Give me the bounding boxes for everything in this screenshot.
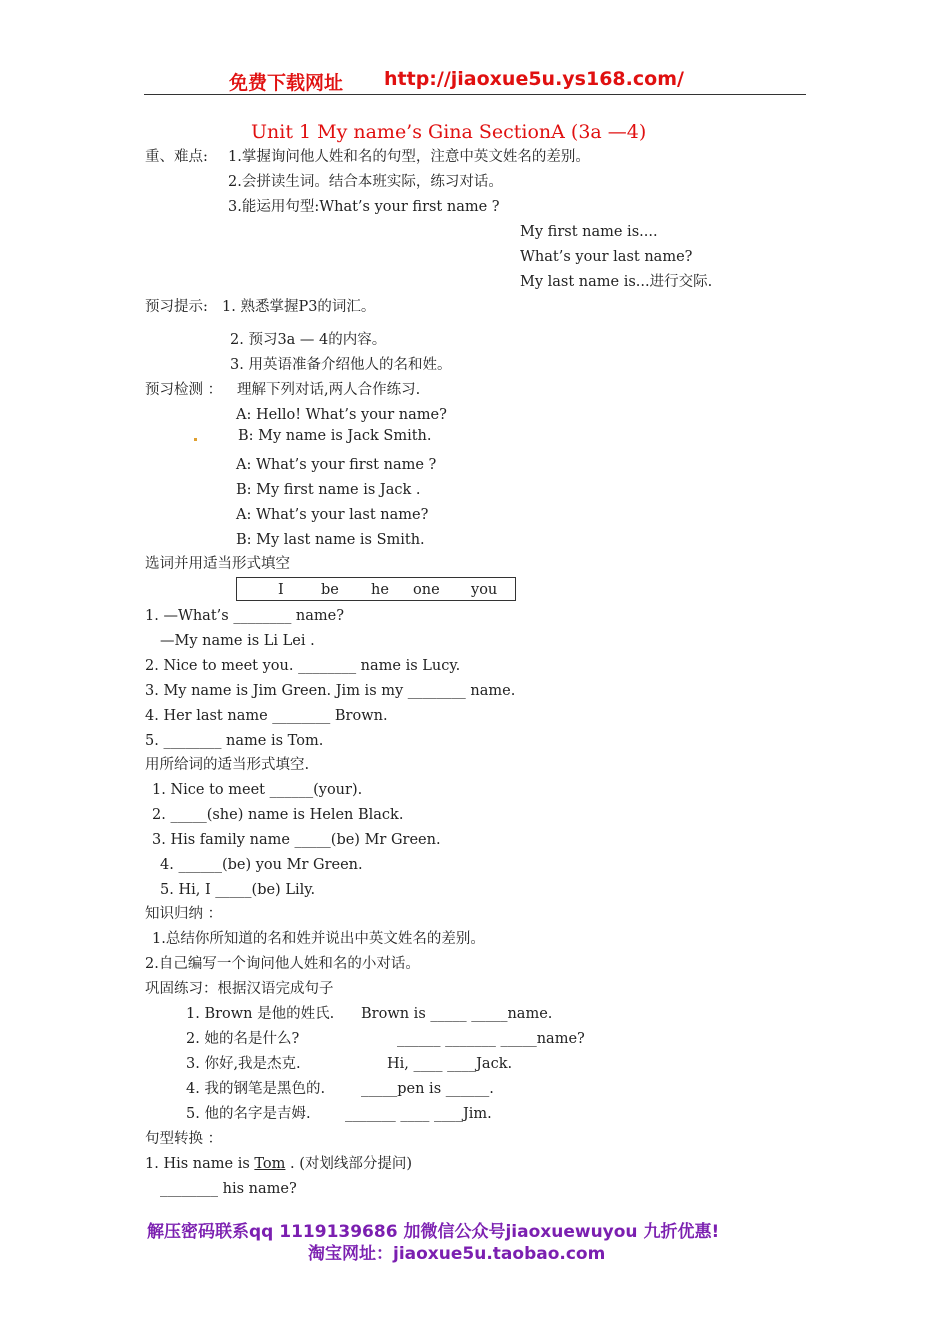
dialog-line: A: What’s your last name? <box>236 507 429 523</box>
word-bank-word: I <box>278 582 284 598</box>
preview-tip-item: 2. 预习3a — 4的内容。 <box>230 332 387 348</box>
word-bank-box <box>236 577 516 601</box>
word-bank-word: he <box>371 582 389 598</box>
header-divider <box>144 94 806 95</box>
practice-item-cn: 1. Brown 是他的姓氏. <box>186 1006 335 1022</box>
given-words-heading: 用所给词的适当形式填空. <box>145 757 310 773</box>
dialog-line: A: What’s your first name ? <box>236 457 437 473</box>
exercise-item: 4. Her last name ________ Brown. <box>145 708 388 724</box>
exercise-item: 5. Hi, I _____(be) Lily. <box>160 882 316 898</box>
summary-item: 1.总结你所知道的名和姓并说出中英文姓名的差别。 <box>152 931 485 947</box>
page-title: Unit 1 My name’s Gina SectionA (3a —4) <box>251 121 647 143</box>
dialog-line: A: Hello! What’s your name? <box>236 407 447 423</box>
underlined-word: Tom <box>254 1156 286 1172</box>
footer-contact: 解压密码联系qq 1119139686 加微信公众号jiaoxuewuyou 九折优惠! <box>147 1222 720 1242</box>
header-label: 免费下载网址 <box>229 72 344 94</box>
key-sentence: My last name is...进行交际. <box>520 274 713 290</box>
preview-check-instruction: 理解下列对话,两人合作练习. <box>237 382 421 398</box>
transform-item-prefix: 1. His name is <box>145 1156 255 1172</box>
practice-item-en: _____pen is ______. <box>361 1081 494 1097</box>
dialog-line: B: My name is Jack Smith. <box>238 428 432 444</box>
exercise-item: 1. Nice to meet ______(your). <box>152 782 363 798</box>
practice-item-en: Hi, ____ ____Jack. <box>387 1056 513 1072</box>
key-point-item: 2.会拼读生词。结合本班实际，练习对话。 <box>228 174 503 190</box>
practice-item-en: ______ _______ _____name? <box>397 1031 585 1047</box>
practice-item-en: Brown is _____ _____name. <box>361 1006 553 1022</box>
transform-item-suffix: . (对划线部分提问) <box>285 1156 413 1172</box>
exercise-item: 1. —What’s ________ name? <box>145 608 345 624</box>
transform-item <box>145 1155 412 1173</box>
summary-heading: 知识归纳 ： <box>145 906 223 922</box>
choose-words-heading: 选词并用适当形式填空 <box>145 556 290 572</box>
word-bank-word: you <box>471 582 498 598</box>
exercise-item: —My name is Li Lei . <box>160 633 315 649</box>
key-points-label: 重、难点: <box>145 149 208 165</box>
header-url[interactable]: http://jiaoxue5u.ys168.com/ <box>384 68 684 90</box>
practice-item-cn: 5. 他的名字是吉姆. <box>186 1106 311 1122</box>
summary-item: 2.自己编写一个询问他人姓和名的小对话。 <box>145 956 420 972</box>
exercise-item: 3. My name is Jim Green. Jim is my ________ name. <box>145 683 516 699</box>
footer-taobao-link[interactable]: 淘宝网址：jiaoxue5u.taobao.com <box>308 1244 606 1264</box>
preview-check-label: 预习检测 ： <box>145 382 223 398</box>
practice-item-cn: 3. 你好,我是杰克. <box>186 1056 301 1072</box>
dialog-line: B: My first name is Jack . <box>236 482 421 498</box>
key-point-item: 3.能运用句型:What’s your first name ? <box>228 199 500 215</box>
exercise-item: 4. ______(be) you Mr Green. <box>160 857 363 873</box>
exercise-item: 3. His family name _____(be) Mr Green. <box>152 832 441 848</box>
practice-item-cn: 2. 她的名是什么? <box>186 1031 300 1047</box>
exercise-item: 2. Nice to meet you. ________ name is Lucy. <box>145 658 461 674</box>
dialog-line: B: My last name is Smith. <box>236 532 425 548</box>
exercise-item: 5. ________ name is Tom. <box>145 733 324 749</box>
stray-mark <box>194 438 197 441</box>
practice-heading: 巩固练习：根据汉语完成句子 <box>145 981 334 997</box>
key-sentence: What’s your last name? <box>520 249 693 265</box>
preview-tip-item: 3. 用英语准备介绍他人的名和姓。 <box>230 357 452 373</box>
preview-tips-label: 预习提示: <box>145 299 208 315</box>
transform-answer: ________ his name? <box>160 1181 297 1197</box>
practice-item-en: _______ ____ ____Jim. <box>345 1106 492 1122</box>
practice-item-cn: 4. 我的钢笔是黑色的. <box>186 1081 326 1097</box>
key-point-item: 1.掌握询问他人姓和名的句型，注意中英文姓名的差别。 <box>228 149 590 165</box>
preview-tip-item: 1. 熟悉掌握P3的词汇。 <box>222 299 376 315</box>
key-sentence: My first name is.... <box>520 224 658 240</box>
exercise-item: 2. _____(she) name is Helen Black. <box>152 807 404 823</box>
word-bank-word: be <box>321 582 339 598</box>
word-bank-word: one <box>413 582 440 598</box>
transform-heading: 句型转换 ： <box>145 1131 223 1147</box>
